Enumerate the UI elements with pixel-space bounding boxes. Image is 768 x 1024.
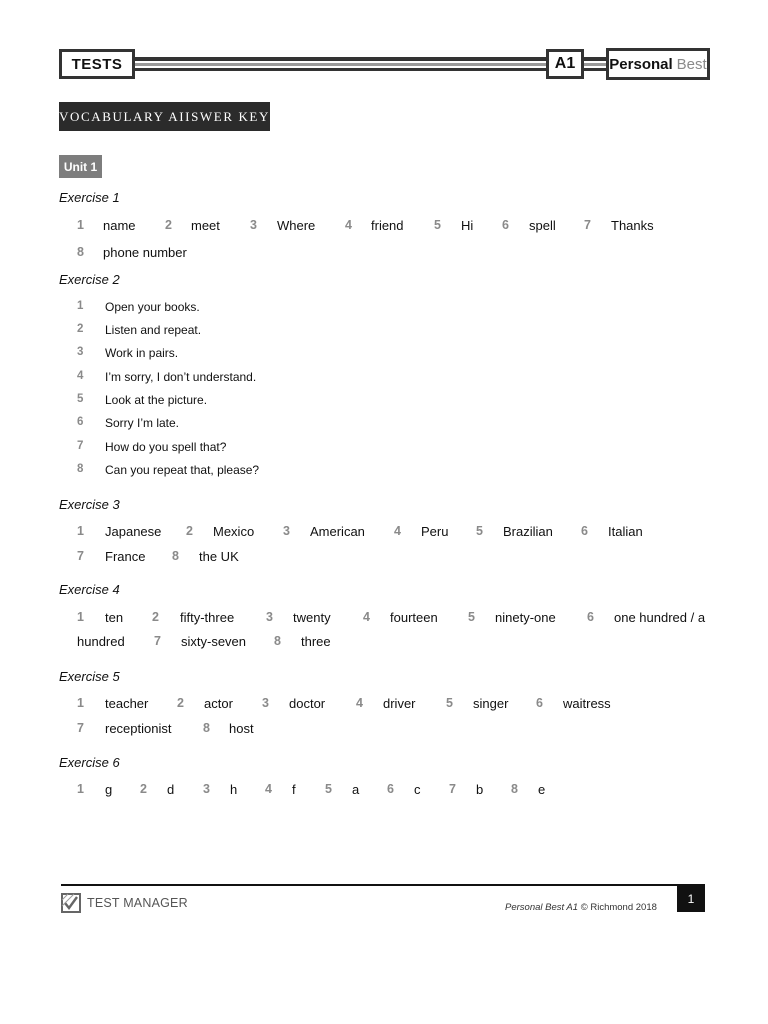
header-stripe-right-bottom (584, 68, 606, 71)
header-stripe-top (135, 57, 546, 61)
answer-text: doctor (289, 696, 326, 711)
test-manager-logo (61, 893, 188, 913)
answer-text: Brazilian (503, 524, 553, 539)
item-number: 5 (77, 393, 84, 405)
item-number: 4 (356, 696, 363, 710)
answer-text: I’m sorry, I don’t understand. (105, 370, 257, 384)
item-number: 7 (584, 218, 591, 232)
item-number: 3 (203, 782, 210, 796)
answer-text: Where (277, 218, 316, 233)
copyright-rest: © Richmond 2018 (580, 902, 657, 913)
item-number: 6 (536, 696, 543, 710)
item-number: 1 (77, 696, 84, 710)
answer-text: Listen and repeat. (105, 323, 202, 337)
answer-text: receptionist (105, 721, 172, 736)
answer-key-title: VOCABULARY AIISWER KEY (59, 102, 270, 131)
item-number: 1 (77, 300, 84, 312)
answer-text: one hundred / a (614, 610, 706, 625)
item-number: 1 (77, 524, 84, 538)
item-number: 1 (77, 782, 84, 796)
page-number: 1 (677, 886, 705, 912)
answer-text: ten (105, 610, 124, 625)
footer-rule (61, 884, 705, 886)
item-number: 4 (265, 782, 272, 796)
unit-label: Unit 1 (59, 155, 102, 178)
item-number: 4 (363, 610, 370, 624)
exercise-title: Exercise 6 (59, 755, 120, 770)
header-stripe-mid (135, 63, 546, 66)
answer-text: a (352, 782, 360, 797)
answer-text: Can you repeat that, please? (105, 463, 260, 477)
answer-text: sixty-seven (181, 634, 247, 649)
answer-text-continued: hundred (77, 634, 125, 649)
copyright-notice (505, 902, 657, 913)
brand-accent: Best (676, 55, 707, 73)
item-number: 5 (325, 782, 332, 796)
item-number: 6 (581, 524, 588, 538)
item-number: 6 (587, 610, 594, 624)
answer-text: spell (529, 218, 556, 233)
answer-text: Hi (461, 218, 474, 233)
exercise-title: Exercise 1 (59, 190, 120, 205)
answer-text: Work in pairs. (105, 346, 179, 360)
header-stripe-bottom (135, 68, 546, 71)
item-number: 4 (394, 524, 401, 538)
answer-text: waitress (563, 696, 611, 711)
answer-text: d (167, 782, 175, 797)
level-badge: A1 (546, 49, 584, 79)
answer-text: Open your books. (105, 300, 200, 314)
item-number: 8 (274, 634, 281, 648)
item-number: 7 (77, 440, 84, 452)
item-number: 5 (476, 524, 483, 538)
answer-text: host (229, 721, 254, 736)
answer-text: Japanese (105, 524, 162, 539)
answer-text: Mexico (213, 524, 255, 539)
item-number: 2 (152, 610, 159, 624)
header-stripe-right-top (584, 57, 606, 61)
item-number: 2 (77, 323, 84, 335)
answer-text: three (301, 634, 331, 649)
item-number: 1 (77, 610, 84, 624)
item-number: 2 (140, 782, 147, 796)
answer-text: h (230, 782, 238, 797)
item-number: 6 (502, 218, 509, 232)
item-number: 7 (154, 634, 161, 648)
item-number: 6 (387, 782, 394, 796)
answer-text: phone number (103, 245, 187, 260)
exercise-title: Exercise 4 (59, 582, 120, 597)
answer-text: American (310, 524, 365, 539)
answer-text: ninety-one (495, 610, 556, 625)
answer-text: Italian (608, 524, 643, 539)
item-number: 3 (266, 610, 273, 624)
answer-text: fifty-three (180, 610, 235, 625)
copyright-title: Personal Best A1 (505, 902, 579, 913)
answer-text: teacher (105, 696, 149, 711)
item-number: 8 (172, 549, 179, 563)
exercise-title: Exercise 2 (59, 272, 120, 287)
item-number: 7 (449, 782, 456, 796)
brand-logo (606, 48, 710, 80)
item-number: 7 (77, 549, 84, 563)
answer-text: friend (371, 218, 404, 233)
item-number: 3 (283, 524, 290, 538)
answer-text: Thanks (611, 218, 654, 233)
answer-text: How do you spell that? (105, 440, 227, 454)
item-number: 2 (177, 696, 184, 710)
answer-text: driver (383, 696, 416, 711)
answer-text: g (105, 782, 113, 797)
item-number: 4 (77, 370, 84, 382)
answer-text: Look at the picture. (105, 393, 208, 407)
item-number: 8 (77, 245, 84, 259)
answer-text: e (538, 782, 546, 797)
answer-text: Peru (421, 524, 449, 539)
test-manager-label: TEST MANAGER (87, 896, 188, 910)
item-number: 5 (434, 218, 441, 232)
answer-text: twenty (293, 610, 331, 625)
answer-text: the UK (199, 549, 239, 564)
item-number: 6 (77, 416, 84, 428)
answer-text: Sorry I’m late. (105, 416, 180, 430)
tests-label: TESTS (59, 49, 135, 79)
answer-text: b (476, 782, 484, 797)
item-number: 7 (77, 721, 84, 735)
item-number: 2 (165, 218, 172, 232)
item-number: 8 (203, 721, 210, 735)
answer-text: France (105, 549, 146, 564)
item-number: 8 (511, 782, 518, 796)
test-manager-icon (61, 893, 81, 913)
exercise-title: Exercise 3 (59, 497, 120, 512)
answer-text: name (103, 218, 136, 233)
item-number: 3 (250, 218, 257, 232)
answer-text: fourteen (390, 610, 438, 625)
header-stripe-right-mid (584, 63, 606, 66)
answer-text: singer (473, 696, 509, 711)
item-number: 8 (77, 463, 84, 475)
item-number: 4 (345, 218, 352, 232)
item-number: 3 (77, 346, 84, 358)
answer-text: f (292, 782, 296, 797)
answer-text: actor (204, 696, 233, 711)
item-number: 5 (446, 696, 453, 710)
item-number: 3 (262, 696, 269, 710)
brand-main: Personal (609, 55, 673, 73)
answer-text: c (414, 782, 421, 797)
answer-text: meet (191, 218, 220, 233)
item-number: 2 (186, 524, 193, 538)
item-number: 5 (468, 610, 475, 624)
exercise-title: Exercise 5 (59, 669, 120, 684)
item-number: 1 (77, 218, 84, 232)
